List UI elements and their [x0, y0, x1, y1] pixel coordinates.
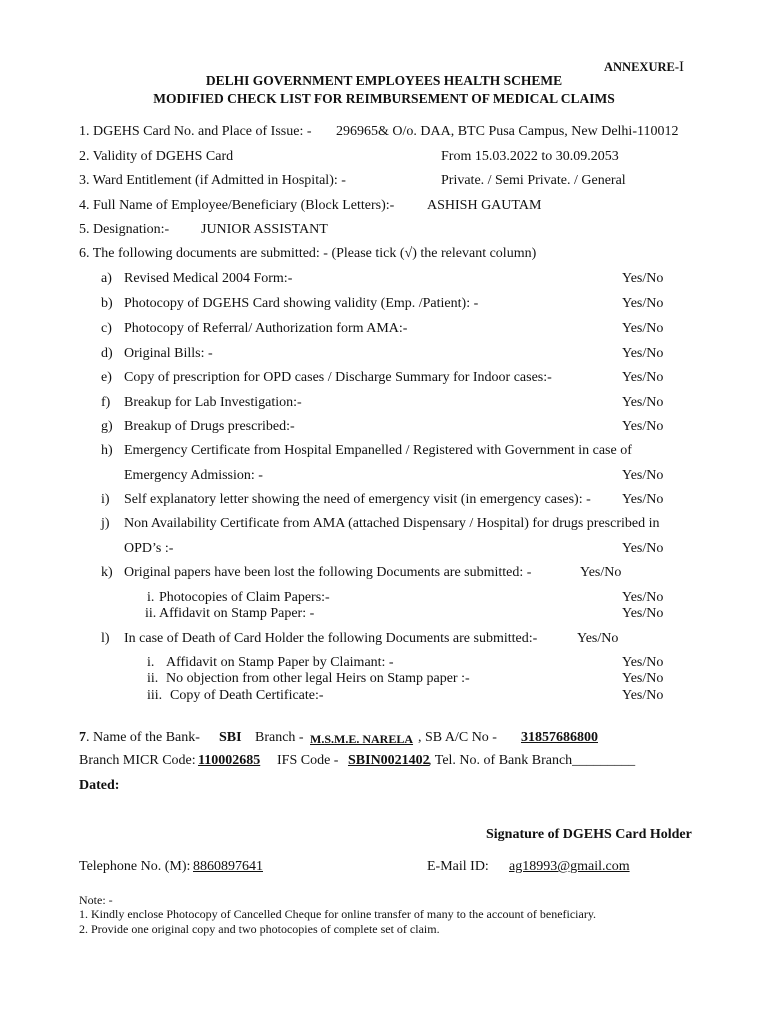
doc-g-yes-no: Yes/No	[622, 419, 664, 434]
annexure-numeral: I	[679, 59, 684, 75]
doc-e-marker: e)	[101, 370, 112, 385]
documents-heading: 6. The following documents are submitted: - (Please tick (√) the relevant column)	[79, 246, 537, 261]
note-line-1: 1. Kindly enclose Photocopy of Cancelled Cheque for online transfer of many to the account of beneficiary.	[79, 907, 597, 921]
doc-j-marker: j)	[101, 516, 110, 531]
doc-l-sub-1-marker: i.	[147, 655, 155, 670]
doc-l-sub-3-text: Copy of Death Certificate:-	[170, 688, 324, 703]
doc-l-sub-2-yes-no: Yes/No	[622, 671, 664, 686]
doc-e-text: Copy of prescription for OPD cases / Discharge Summary for Indoor cases:-	[124, 370, 552, 385]
doc-l-sub-2-text: No objection from other legal Heirs on Stamp paper :-	[166, 671, 470, 686]
ward-label: 3. Ward Entitlement (if Admitted in Hospital): -	[79, 173, 346, 188]
validity-value: From 15.03.2022 to 30.09.2053	[441, 149, 619, 164]
doc-l-sub-2-marker: ii.	[147, 671, 159, 686]
card-number-value: 296965& O/o. DAA, BTC Pusa Campus, New Delhi-110012	[336, 124, 679, 139]
doc-d-text: Original Bills: -	[124, 346, 213, 361]
bank-branch-label: Branch -	[255, 730, 304, 745]
doc-f-marker: f)	[101, 395, 111, 410]
bank-branch-value: M.S.M.E. NARELA	[310, 732, 414, 746]
validity-label: 2. Validity of DGEHS Card	[79, 149, 234, 164]
doc-c-yes-no: Yes/No	[622, 321, 664, 336]
telephone-value: 8860897641	[193, 859, 263, 874]
form-title-scheme: DELHI GOVERNMENT EMPLOYEES HEALTH SCHEME	[205, 73, 563, 88]
doc-f-yes-no: Yes/No	[622, 395, 664, 410]
employee-name-value: ASHISH GAUTAM	[427, 198, 542, 213]
doc-k-yes-no: Yes/No	[580, 565, 622, 580]
doc-g-marker: g)	[101, 419, 113, 434]
micr-code-label: Branch MICR Code:	[79, 753, 196, 768]
annexure-label	[604, 60, 684, 75]
telephone-label: Telephone No. (M):	[79, 859, 191, 874]
doc-k-sub-2-text: Affidavit on Stamp Paper: -	[159, 606, 315, 621]
doc-l-sub-3-marker: iii.	[147, 688, 163, 703]
doc-b-marker: b)	[101, 296, 113, 311]
ward-value: Private. / Semi Private. / General	[441, 173, 626, 188]
employee-name-label: 4. Full Name of Employee/Beneficiary (Block Letters):-	[79, 198, 395, 213]
bank-name-label: . Name of the Bank-	[86, 730, 200, 745]
doc-k-sub-2-marker: ii.	[145, 606, 157, 621]
doc-k-sub-2-yes-no: Yes/No	[622, 606, 664, 621]
account-number-label: , SB A/C No -	[418, 730, 497, 745]
doc-b-text: Photocopy of DGEHS Card showing validity (Emp. /Patient): -	[124, 296, 479, 311]
doc-d-yes-no: Yes/No	[622, 346, 664, 361]
doc-l-sub-3-yes-no: Yes/No	[622, 688, 664, 703]
doc-i-yes-no: Yes/No	[622, 492, 664, 507]
doc-j-text-line2: OPD’s :-	[124, 541, 174, 556]
doc-k-marker: k)	[101, 565, 113, 580]
signature-label: Signature of DGEHS Card Holder	[486, 827, 692, 842]
note-heading: Note: -	[79, 893, 113, 907]
doc-j-yes-no: Yes/No	[622, 541, 664, 556]
card-number-label: 1. DGEHS Card No. and Place of Issue: -	[79, 124, 312, 139]
doc-a-yes-no: Yes/No	[622, 271, 664, 286]
doc-b-yes-no: Yes/No	[622, 296, 664, 311]
email-value[interactable]: ag18993@gmail.com	[509, 859, 630, 874]
doc-a-text: Revised Medical 2004 Form:-	[124, 271, 293, 286]
doc-l-sub-1-yes-no: Yes/No	[622, 655, 664, 670]
doc-k-sub-1-text: Photocopies of Claim Papers:-	[159, 590, 330, 605]
doc-j-text-line1: Non Availability Certificate from AMA (attached Dispensary / Hospital) for drugs prescribed in	[124, 516, 660, 531]
doc-k-sub-1-marker: i.	[147, 590, 155, 605]
doc-c-text: Photocopy of Referral/ Authorization form AMA:-	[124, 321, 408, 336]
form-title-checklist: MODIFIED CHECK LIST FOR REIMBURSEMENT OF MEDICAL CLAIMS	[153, 91, 615, 106]
ifs-code-label: IFS Code -	[277, 753, 339, 768]
account-number-value: 31857686800	[521, 730, 598, 745]
doc-h-marker: h)	[101, 443, 113, 458]
ifs-code-value: SBIN0021402	[348, 753, 430, 768]
doc-l-sub-1-text: Affidavit on Stamp Paper by Claimant: -	[166, 655, 394, 670]
doc-h-text-line1: Emergency Certificate from Hospital Empanelled / Registered with Government in case of	[124, 443, 632, 458]
doc-k-text: Original papers have been lost the following Documents are submitted: -	[124, 565, 532, 580]
doc-e-yes-no: Yes/No	[622, 370, 664, 385]
doc-c-marker: c)	[101, 321, 112, 336]
doc-i-marker: i)	[101, 492, 110, 507]
doc-d-marker: d)	[101, 346, 113, 361]
micr-code-value: 110002685	[198, 753, 261, 768]
doc-a-marker: a)	[101, 271, 112, 286]
annexure-label-text: ANNEXURE-	[604, 60, 679, 74]
bank-section-number: 7	[79, 730, 86, 745]
doc-l-text: In case of Death of Card Holder the following Documents are submitted:-	[124, 631, 538, 646]
doc-h-yes-no: Yes/No	[622, 468, 664, 483]
doc-l-yes-no: Yes/No	[577, 631, 619, 646]
email-label: E-Mail ID:	[427, 859, 489, 874]
doc-g-text: Breakup of Drugs prescribed:-	[124, 419, 295, 434]
doc-k-sub-1-yes-no: Yes/No	[622, 590, 664, 605]
bank-name-value: SBI	[219, 730, 242, 745]
doc-i-text: Self explanatory letter showing the need of emergency visit (in emergency cases): -	[124, 492, 591, 507]
doc-f-text: Breakup for Lab Investigation:-	[124, 395, 302, 410]
doc-h-text-line2: Emergency Admission: -	[124, 468, 263, 483]
designation-label: 5. Designation:-	[79, 222, 170, 237]
note-line-2: 2. Provide one original copy and two photocopies of complete set of claim.	[79, 922, 440, 936]
doc-l-marker: l)	[101, 631, 110, 646]
designation-value: JUNIOR ASSISTANT	[201, 222, 328, 237]
dated-label: Dated:	[79, 778, 120, 793]
bank-branch-tel-label: , Tel. No. of Bank Branch_________	[428, 753, 636, 768]
bank-line	[79, 731, 200, 745]
